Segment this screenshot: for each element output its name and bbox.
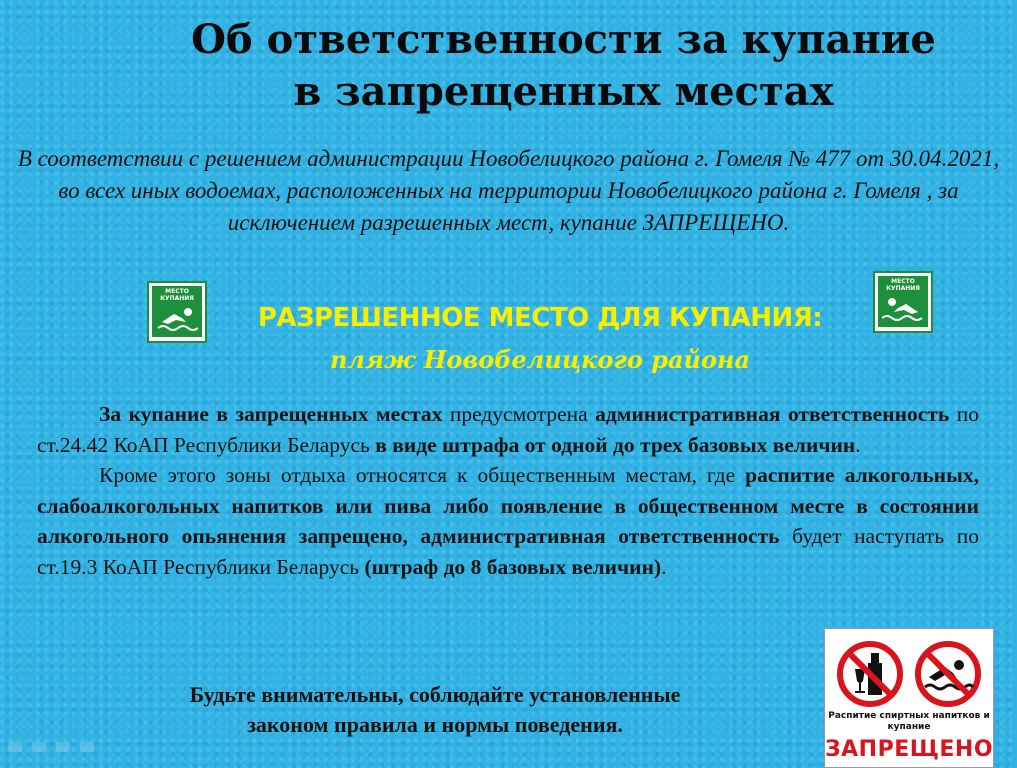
text-fragment: .	[855, 432, 861, 457]
text-fragment: будет наступать по ст.19.3 КоАП Республики Беларусь	[37, 524, 979, 579]
allowed-place-name: пляж Новобелицкого района	[329, 345, 751, 374]
allowed-place-heading: РАЗРЕШЕННОЕ МЕСТО ДЛЯ КУПАНИЯ:	[257, 303, 823, 333]
text-fragment: Кроме этого зоны отдыха относятся к общественным местам, где	[99, 463, 746, 487]
title-line-1: Об ответственности за купание	[191, 16, 936, 63]
page-title	[0, 14, 1017, 118]
bold-fragment: в виде штрафа от одной до трех базовых величин	[375, 432, 856, 457]
nav-back-icon[interactable]	[8, 742, 22, 752]
closing-line-1: Будьте внимательны, соблюдайте установленные	[189, 682, 681, 707]
closing-line-2: законом правила и нормы поведения.	[247, 712, 623, 737]
nav-page-icon[interactable]	[56, 742, 70, 752]
prohibition-caption: Распитие спиртных напитков и купание	[828, 711, 990, 732]
no-swimming-icon	[913, 639, 983, 709]
nav-menu-icon[interactable]	[32, 742, 46, 752]
paragraph-fine-alcohol	[37, 460, 979, 582]
paragraph-fine-bathing	[37, 399, 979, 460]
body-text	[37, 399, 979, 582]
closing-message	[100, 680, 770, 740]
prohibition-sign	[824, 628, 994, 768]
bold-fragment: административная ответственность	[595, 402, 950, 426]
bold-fragment: распитие алкогольных, слабоалкогольных напитков или пива либо появление в общественном месте в состоянии алкогольного опьянения запрещено, административная ответственность	[37, 463, 979, 548]
sign-label: МЕСТО КУПАНИЯ	[886, 278, 920, 292]
text-fragment: по ст.24.42 КоАП Республики Беларусь	[37, 402, 979, 457]
no-alcohol-icon	[835, 639, 905, 709]
nav-forward-icon[interactable]	[80, 742, 94, 752]
bold-fragment: (штраф до 8 базовых величин)	[364, 554, 662, 579]
sign-label: МЕСТО КУПАНИЯ	[160, 288, 194, 302]
text-fragment: .	[661, 554, 667, 579]
bold-fragment: За купание в запрещенных местах	[99, 402, 443, 426]
intro-paragraph: В соответствии с решением администрации Новобелицкого района г. Гомеля № 477 от 30.04.2021, во всех иных водоемах, расположенных на территории Новобелицкого района г. Гомеля , за исключением разрешенных мест, купание ЗАПРЕЩЕНО.	[17, 146, 1000, 235]
slide-nav-controls[interactable]	[8, 742, 94, 752]
title-line-2: в запрещенных местах	[293, 68, 834, 115]
prohibition-word: ЗАПРЕЩЕНО	[825, 737, 994, 762]
text-fragment: предусмотрена	[442, 402, 596, 426]
